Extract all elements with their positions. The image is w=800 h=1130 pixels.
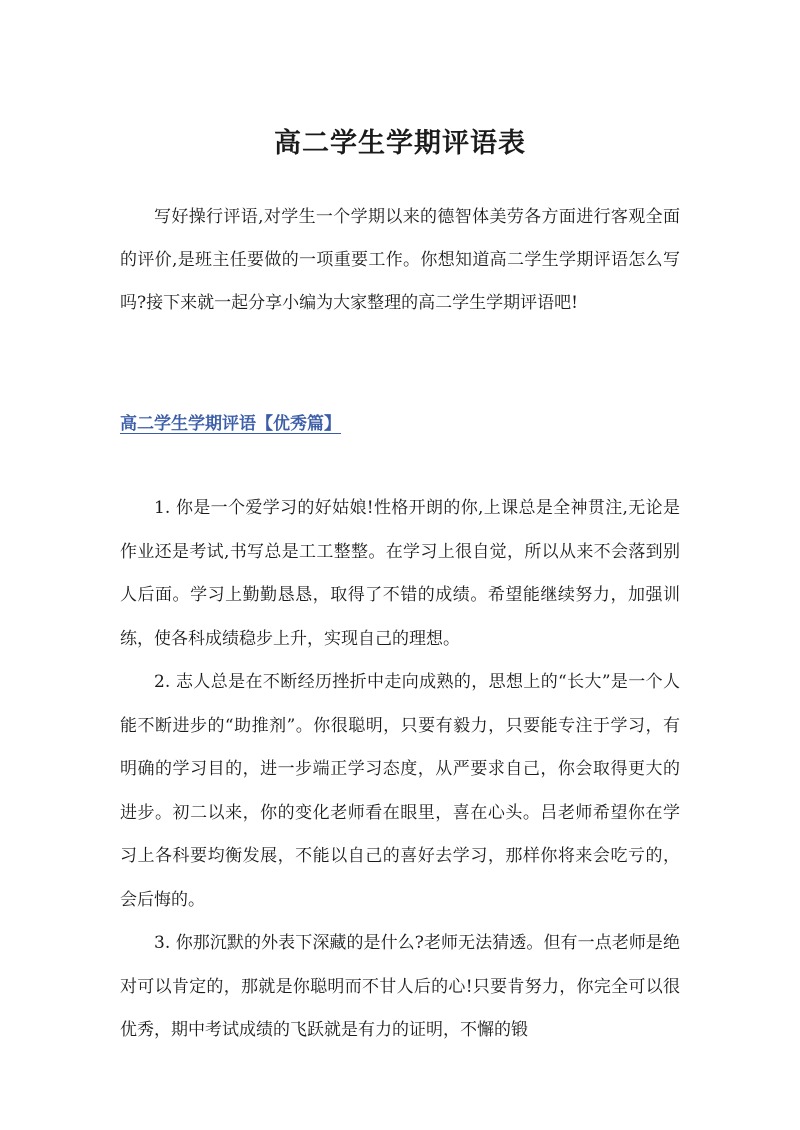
page-title: 高二学生学期评语表 — [274, 128, 526, 159]
item-number: 2. — [154, 672, 171, 692]
list-item — [120, 661, 680, 922]
item-text: 你那沉默的外表下深藏的是什么?老师无法猜透。但有一点老师是绝对可以肯定的，那就是你聪明而不甘人后的心!只要肯努力，你完全可以很优秀，期中考试成绩的飞跃就是有力的证明，不懈的锻 — [120, 933, 680, 1040]
section-heading-link[interactable]: 高二学生学期评语【优秀篇】 — [120, 414, 341, 434]
item-number: 1. — [154, 498, 171, 518]
list-item — [120, 487, 680, 661]
comment-list — [120, 487, 680, 1053]
list-item — [120, 922, 680, 1053]
item-number: 3. — [154, 933, 171, 953]
intro-paragraph: 写好操行评语,对学生一个学期以来的德智体美劳各方面进行客观全面的评价,是班主任要做的一项重要工作。你想知道高二学生学期评语怎么写吗?接下来就一起分享小编为大家整理的高二学生学期评语吧! — [120, 207, 680, 313]
item-text: 志人总是在不断经历挫折中走向成熟的，思想上的“长大”是一个人能不断进步的“助推剂”。你很聪明，只要有毅力，只要能专注于学习，有明确的学习目的，进一步端正学习态度，从严要求自己，你会取得更大的进步。初二以来，你的变化老师看在眼里，喜在心头。吕老师希望你在学习上各科要均衡发展，不能以自己的喜好去学习，那样你将来会吃亏的，会后悔的。 — [120, 672, 680, 910]
item-text: 你是一个爱学习的好姑娘!性格开朗的你,上课总是全神贯注,无论是作业还是考试,书写总是工工整整。在学习上很自觉，所以从来不会落到别人后面。学习上勤勤恳恳，取得了不错的成绩。希望能继续努力，加强训练，使各科成绩稳步上升，实现自己的理想。 — [120, 498, 680, 649]
